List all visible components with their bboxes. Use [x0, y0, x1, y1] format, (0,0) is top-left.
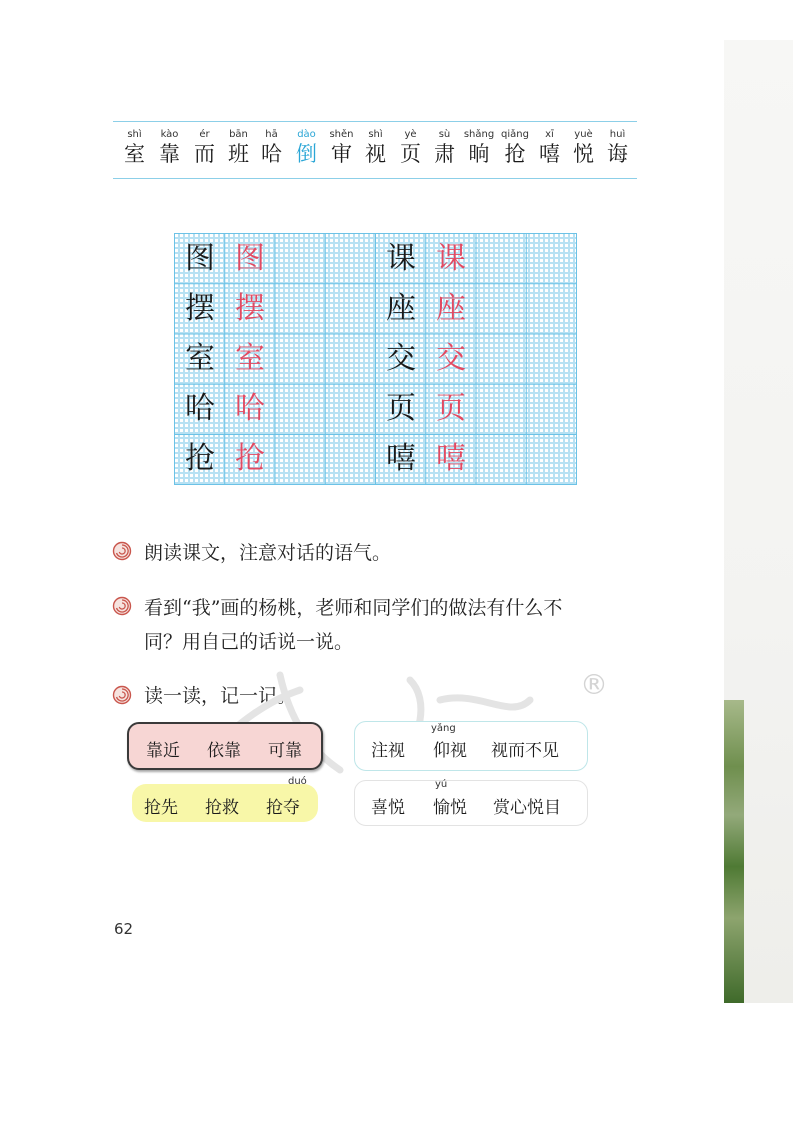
grid-model-char: 座 [386, 291, 416, 326]
swirl-bullet-icon [112, 596, 132, 616]
word: 抢先 [144, 798, 178, 818]
grid-model-char: 嘻 [386, 441, 416, 476]
pinyin: huì [609, 129, 626, 140]
char-cell [256, 122, 287, 178]
char-cell [461, 122, 497, 178]
pinyin: yè [404, 129, 417, 140]
grid-trace-char: 抢 [235, 441, 265, 476]
pinyin: bān [229, 129, 248, 140]
swirl-bullet-icon [112, 541, 132, 561]
word-box-outline [354, 721, 588, 771]
char-cell [154, 122, 185, 178]
word: 依靠 [207, 741, 241, 761]
pinyin: yuè [574, 129, 593, 140]
registered-mark: ® [580, 668, 608, 701]
grid-trace-char: 页 [436, 391, 466, 426]
character: 审 [331, 142, 352, 166]
character: 肃 [434, 142, 455, 166]
grid-trace-char: 室 [235, 341, 265, 376]
page-number: 62 [114, 920, 134, 938]
word: 视而不见 [491, 741, 559, 761]
character: 页 [400, 142, 421, 166]
grid-model-char: 课 [386, 241, 416, 276]
instruction-text: 朗读课文，注意对话的语气。 [144, 542, 392, 564]
pinyin: shǎng [463, 129, 495, 140]
grid-trace-char: 图 [235, 241, 265, 276]
character: 倒 [296, 142, 317, 166]
grid-model-char: 抢 [185, 441, 215, 476]
pinyin: shěn [329, 129, 354, 140]
char-cell [429, 122, 460, 178]
char-cell-highlighted [291, 122, 322, 178]
grid-trace-char: 摆 [235, 291, 265, 326]
char-cell [498, 122, 532, 178]
word: 抢夺 [266, 798, 300, 818]
char-cell [568, 122, 599, 178]
word-box-red [127, 722, 323, 770]
instruction-text: 读一读，记一记。 [144, 685, 297, 707]
grid-model-char: 哈 [185, 391, 215, 426]
character: 哈 [261, 142, 282, 166]
pinyin-annotation: yú [435, 779, 448, 790]
pinyin: kào [160, 129, 179, 140]
word: 喜悦 [371, 798, 405, 818]
pinyin: xī [545, 129, 554, 140]
pinyin: sù [438, 129, 451, 140]
character: 嘻 [539, 142, 560, 166]
grid-model-char: 交 [386, 341, 416, 376]
character: 诲 [607, 142, 628, 166]
grid-trace-char: 嘻 [436, 441, 466, 476]
char-cell [119, 122, 150, 178]
pinyin-annotation: duó [288, 776, 307, 787]
character: 而 [194, 142, 215, 166]
word: 赏心悦目 [493, 798, 561, 818]
pinyin: dào [297, 129, 316, 140]
writing-grid [174, 233, 577, 485]
pinyin: shì [368, 129, 383, 140]
char-cell [395, 122, 426, 178]
character: 靠 [159, 142, 180, 166]
char-cell [189, 122, 220, 178]
swirl-bullet-icon [112, 685, 132, 705]
word-box-outline [354, 780, 588, 826]
grid-model-char: 页 [386, 391, 416, 426]
grid-trace-char: 哈 [235, 391, 265, 426]
word: 可靠 [268, 741, 302, 761]
pinyin: shì [127, 129, 142, 140]
instruction-text: 看到“我”画的杨桃，老师和同学们的做法有什么不 [144, 597, 563, 619]
char-cell [602, 122, 633, 178]
character: 悦 [573, 142, 594, 166]
char-cell [360, 122, 391, 178]
grid-trace-char: 座 [436, 291, 466, 326]
character: 视 [365, 142, 386, 166]
char-cell [534, 122, 565, 178]
new-characters-row [113, 121, 637, 179]
word: 靠近 [146, 741, 180, 761]
character: 晌 [468, 142, 490, 166]
grid-model-char: 室 [185, 341, 215, 376]
word: 注视 [371, 741, 405, 761]
pinyin: qiǎng [501, 129, 529, 140]
grid-trace-char: 课 [436, 241, 466, 276]
word: 仰视 [433, 741, 467, 761]
instruction-text-continuation: 同？用自己的话说一说。 [144, 631, 354, 653]
character: 室 [124, 142, 145, 166]
word-box-yellow [132, 776, 318, 822]
page-edge-photo [724, 700, 744, 1003]
word: 抢救 [205, 798, 239, 818]
pinyin: hā [265, 129, 278, 140]
grid-trace-char: 交 [436, 341, 466, 376]
grid-model-char: 摆 [185, 291, 215, 326]
char-cell [223, 122, 254, 178]
character: 班 [228, 142, 249, 166]
word: 愉悦 [433, 798, 467, 818]
pinyin: ér [199, 129, 210, 140]
pinyin-annotation: yǎng [431, 723, 456, 734]
grid-model-char: 图 [185, 241, 215, 276]
character: 抢 [504, 142, 526, 166]
char-cell [326, 122, 357, 178]
